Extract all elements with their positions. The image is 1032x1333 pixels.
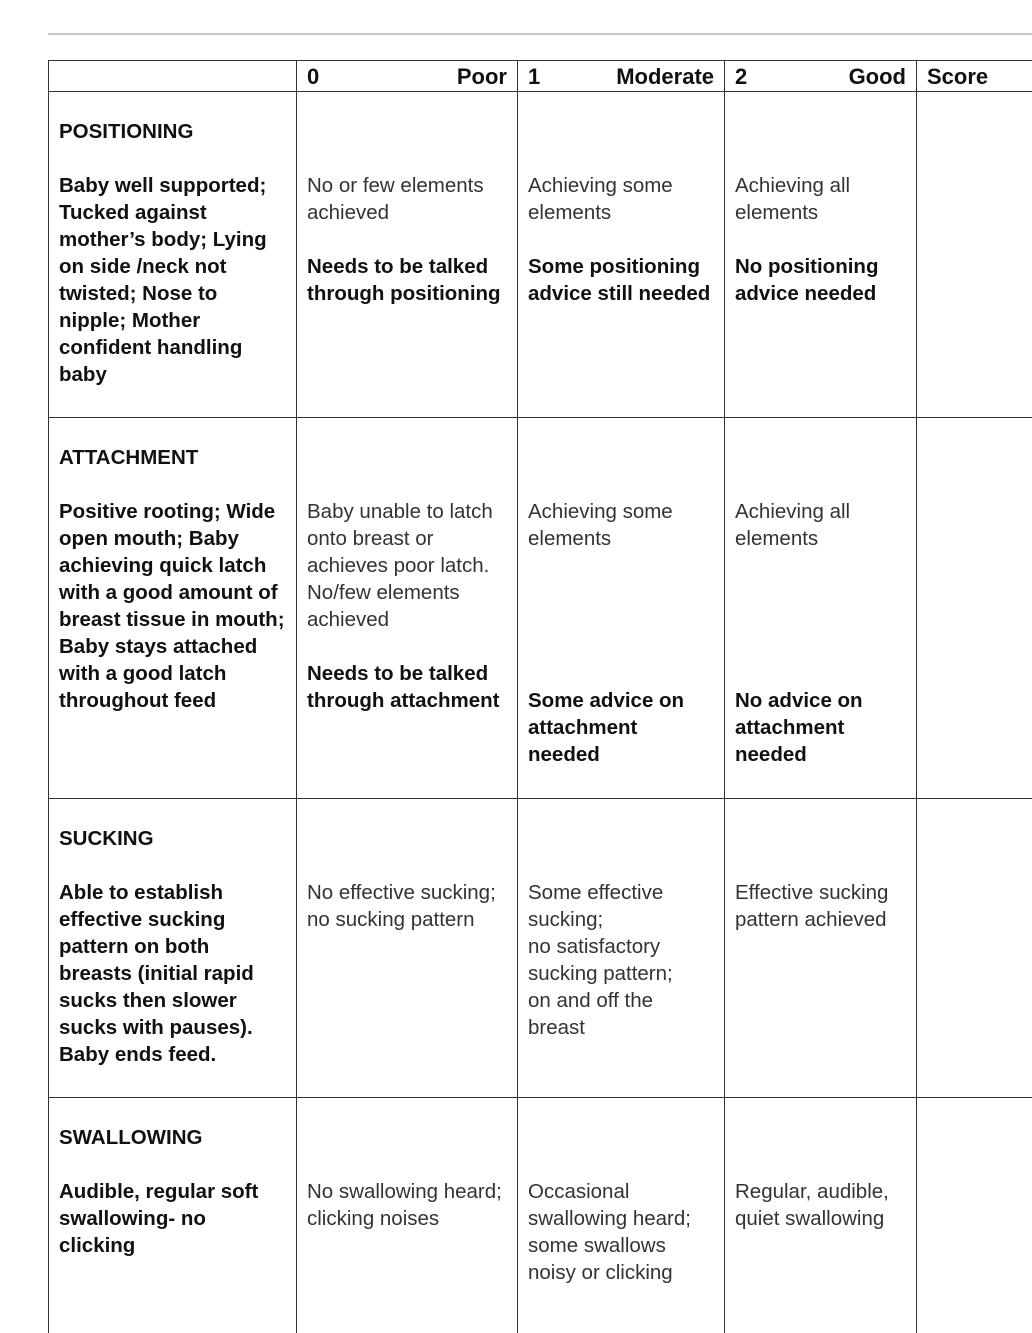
moderate-text-tertiary: on and off the breast [528,989,654,1039]
score-cell-attachment[interactable] [917,418,1032,799]
poor-cell-sucking [297,799,518,1098]
moderate-cell-attachment [518,418,725,799]
poor-text-secondary: No/few elements achieved [307,581,460,631]
header-moderate-label: Moderate [616,64,714,89]
good-advice: No positioning advice needed [735,255,879,305]
header-poor-number: 0 [307,64,320,89]
header-good-number: 2 [735,64,748,89]
poor-cell-attachment [297,418,518,799]
table-row-sucking [49,799,1032,1098]
poor-cell-positioning [297,92,518,418]
good-text: Effective sucking pattern achieved [735,881,889,931]
criterion-cell-swallowing [49,1098,297,1333]
poor-text-secondary: no sucking pattern [307,908,475,931]
poor-advice: Needs to be talked through attachment [307,662,500,712]
score-cell-positioning[interactable] [917,92,1032,418]
good-cell-sucking [725,799,917,1098]
poor-text: No or few elements achieved [307,174,484,224]
moderate-text: Achieving some elements [528,500,673,550]
header-good [725,61,917,92]
criterion-cell-positioning [49,92,297,418]
header-criterion [49,61,297,92]
criterion-description: Positive rooting; Wide open mouth; Baby achieving quick latch with a good amount of breast tissue in mouth; Baby stays attached with a good latch throughout feed [59,500,285,712]
poor-text: No effective sucking; [307,881,496,904]
good-text: Regular, audible, quiet swallowing [735,1180,889,1230]
top-divider [48,33,1032,35]
header-score: Score [917,61,1032,92]
header-good-label: Good [848,64,906,89]
good-cell-swallowing [725,1098,917,1333]
header-poor-label: Poor [456,64,507,89]
criterion-cell-sucking [49,799,297,1098]
criterion-title: SWALLOWING [59,1126,203,1149]
poor-advice: Needs to be talked through positioning [307,255,501,305]
good-advice: No advice on attachment needed [735,689,863,766]
moderate-cell-sucking [518,799,725,1098]
moderate-text: Some effective sucking; [528,881,664,931]
good-text: Achieving all elements [735,174,851,224]
header-moderate [518,61,725,92]
good-cell-positioning [725,92,917,418]
table-row-positioning [49,92,1032,418]
moderate-cell-swallowing [518,1098,725,1333]
score-cell-swallowing[interactable] [917,1098,1032,1333]
criterion-description: Baby well supported; Tucked against mother’s body; Lying on side /neck not twisted; Nose to nipple; Mother confident handling baby [59,174,267,386]
breastfeeding-assessment-table [48,60,1032,1333]
good-cell-attachment [725,418,917,799]
table-row-attachment [49,418,1032,799]
criterion-cell-attachment [49,418,297,799]
moderate-text: Occasional swallowing heard; some swallows noisy or clicking [528,1180,691,1284]
table-row-swallowing [49,1098,1032,1333]
good-text: Achieving all elements [735,500,851,550]
header-row [49,61,1032,92]
criterion-description: Audible, regular soft swallowing- no clicking [59,1180,259,1257]
header-moderate-number: 1 [528,64,541,89]
header-poor [297,61,518,92]
score-cell-sucking[interactable] [917,799,1032,1098]
poor-text: No swallowing heard; clicking noises [307,1180,502,1230]
moderate-advice: Some positioning advice still needed [528,255,711,305]
assessment-table-container [48,60,1032,1333]
moderate-cell-positioning [518,92,725,418]
criterion-title: ATTACHMENT [59,446,199,469]
moderate-advice: Some advice on attachment needed [528,689,685,766]
criterion-title: SUCKING [59,827,154,850]
moderate-text-secondary: no satisfactory sucking pattern; [528,935,673,985]
criterion-description: Able to establish effective sucking pattern on both breasts (initial rapid sucks then slower sucks with pauses). Baby ends feed. [59,881,254,1066]
poor-text: Baby unable to latch onto breast or achieves poor latch. [307,500,493,577]
moderate-text: Achieving some elements [528,174,673,224]
poor-cell-swallowing [297,1098,518,1333]
criterion-title: POSITIONING [59,120,194,143]
